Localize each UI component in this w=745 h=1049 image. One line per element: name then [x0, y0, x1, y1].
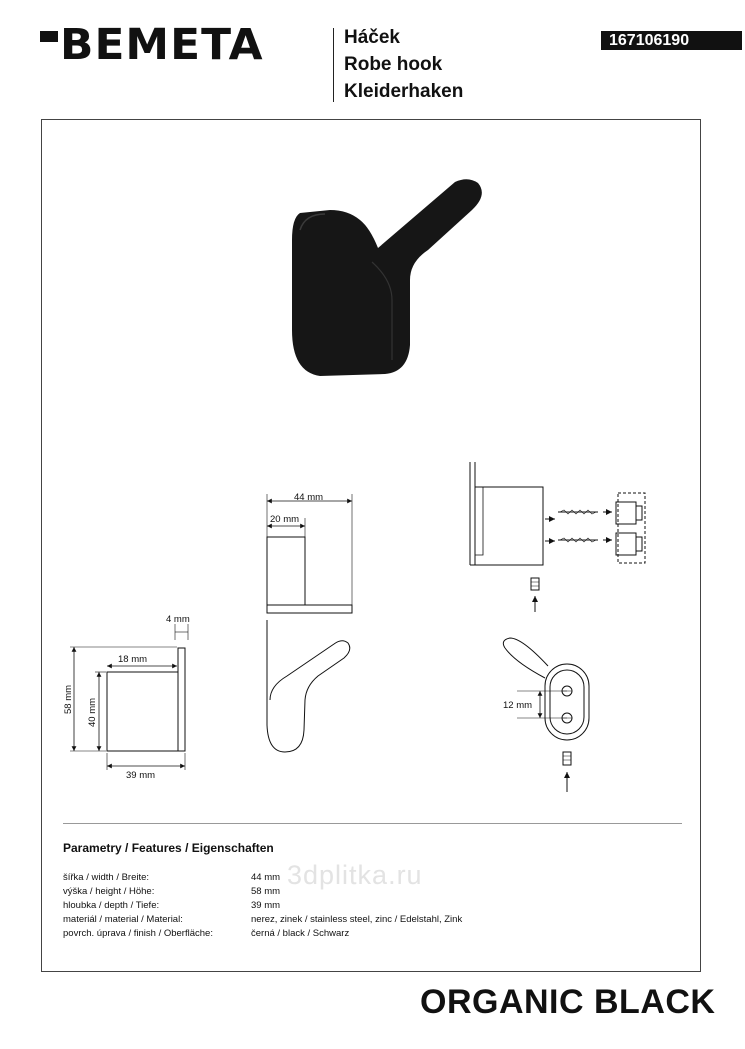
- product-code: 167106190: [601, 31, 742, 50]
- side-view: [70, 624, 188, 770]
- collection-title: ORGANIC BLACK: [420, 983, 716, 1021]
- front-view: [267, 494, 352, 752]
- dim-39: 39 mm: [126, 770, 156, 781]
- feature-row-finish: [63, 927, 462, 941]
- dim-4: 4 mm: [166, 614, 190, 625]
- feature-label: hloubka / depth / Tiefe:: [63, 900, 160, 911]
- feature-label: materiál / material / Material:: [63, 914, 183, 925]
- product-photo: [292, 179, 482, 376]
- feature-row-height: [63, 885, 462, 899]
- feature-value: nerez, zinek / stainless steel, zinc / Edelstahl, Zink: [251, 914, 463, 925]
- dim-12: 12 mm: [503, 700, 533, 711]
- brand-logo: BEMETA: [60, 20, 264, 70]
- feature-value: 44 mm: [251, 872, 281, 883]
- features-table: [63, 871, 462, 941]
- watermark: 3dplitka.ru: [287, 860, 423, 890]
- title-de: Kleiderhaken: [344, 81, 464, 102]
- feature-value: černá / black / Schwarz: [251, 928, 350, 939]
- feature-row-material: [63, 913, 462, 927]
- title-en: Robe hook: [344, 54, 443, 75]
- feature-label: výška / height / Höhe:: [63, 886, 155, 897]
- feature-value: 58 mm: [251, 886, 281, 897]
- feature-value: 39 mm: [251, 900, 281, 911]
- title-cz: Háček: [344, 27, 400, 48]
- feature-label: šířka / width / Breite:: [63, 872, 150, 883]
- feature-row-width: [63, 871, 462, 885]
- dim-20: 20 mm: [270, 514, 300, 525]
- dim-44: 44 mm: [294, 492, 324, 503]
- feature-label: povrch. úprava / finish / Oberfläche:: [63, 928, 213, 939]
- dim-40: 40 mm: [87, 697, 98, 727]
- dim-58: 58 mm: [63, 684, 74, 714]
- features-title: Parametry / Features / Eigenschaften: [63, 841, 274, 855]
- mounting-view: [470, 462, 645, 792]
- dim-18: 18 mm: [118, 654, 148, 665]
- features-separator: [63, 823, 682, 824]
- feature-row-depth: [63, 899, 462, 913]
